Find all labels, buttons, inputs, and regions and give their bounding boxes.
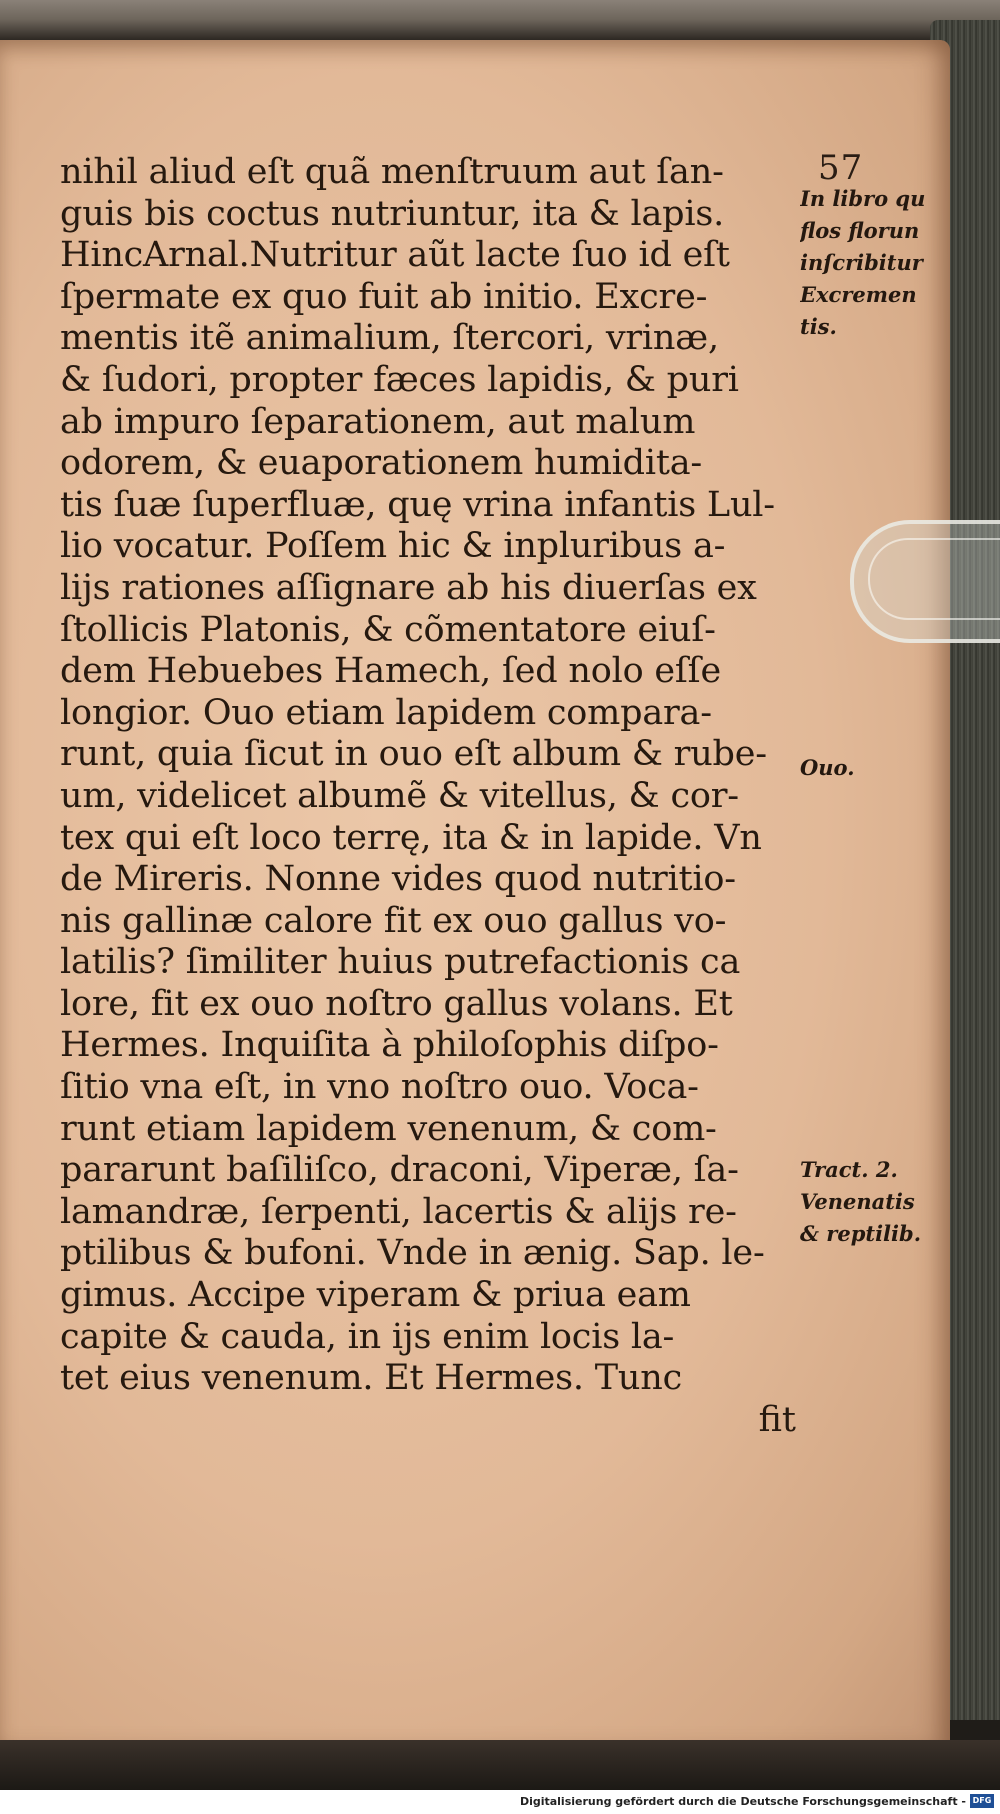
text-line: um, videlicet albumẽ & vitellus, & cor- <box>60 775 739 816</box>
margin-note-egg <box>800 752 950 784</box>
margin-note-line: Ouo. <box>800 755 855 780</box>
text-line: & ſudori, propter fæces lapidis, & puri <box>60 359 739 400</box>
text-line: longior. Ouo etiam lapidem compara- <box>60 692 712 733</box>
text-line: dem Hebuebes Hamech, ſed nolo eſſe <box>60 651 721 692</box>
text-line: odorem, & euaporationem humidita- <box>60 443 703 484</box>
margin-note-line: & reptilib. <box>800 1221 922 1246</box>
text-line: pararunt baſiliſco, draconi, Viperæ, ſa- <box>60 1150 739 1191</box>
text-line: ab impuro ſeparationem, aut malum <box>60 401 696 442</box>
dfg-logo-icon: DFG <box>970 1794 994 1808</box>
text-line: de Mireris. Nonne vides quod nutritio- <box>60 859 736 900</box>
catchword: fit <box>758 1399 796 1440</box>
text-line: HincArnal.Nutritur aũt lacte ſuo id eſt <box>60 235 730 276</box>
footer-credit: Digitalisierung gefördert durch die Deutsche Forschungsgemeinschaft - <box>519 1795 966 1808</box>
text-line: lio vocatur. Poſſem hic & inpluribus a- <box>60 526 726 567</box>
margin-note-line: In libro qu <box>800 186 926 211</box>
text-line: ptilibus & bufoni. Vnde in ænig. Sap. le- <box>60 1233 765 1274</box>
text-line: lore, fit ex ouo noſtro gallus volans. Et <box>60 983 733 1024</box>
text-line: ſpermate ex quo fuit ab initio. Excre- <box>60 276 708 317</box>
text-line: lamandræ, ſerpenti, lacertis & alijs re- <box>60 1191 737 1232</box>
margin-note-line: Venenatis <box>800 1189 915 1214</box>
text-line: runt, quia ſicut in ouo eſt album & rube- <box>60 734 767 775</box>
body-text <box>60 152 800 1441</box>
margin-note-line: flos florun <box>800 218 920 243</box>
text-line: mentis itẽ animalium, ſtercori, vrinæ, <box>60 318 719 359</box>
text-line: ſitio vna eſt, in vno noſtro ouo. Voca- <box>60 1067 699 1108</box>
margin-note-line: inſcribitur <box>800 250 923 275</box>
margin-note-line: tis. <box>800 314 837 339</box>
text-line: capite & cauda, in ijs enim locis la- <box>60 1316 675 1357</box>
margin-note-excrement <box>800 183 950 343</box>
text-line: lijs rationes aſſignare ab his diuerſas ex <box>60 567 757 608</box>
text-line: guis bis coctus nutriuntur, ita & lapis. <box>60 193 725 234</box>
text-line: tex qui eſt loco terrę, ita & in lapide. Vn <box>60 817 762 858</box>
text-line: runt etiam lapidem venenum, & com- <box>60 1108 717 1149</box>
text-line: latilis? ſimiliter huius putrefactionis ca <box>60 942 741 983</box>
text-line: gimus. Accipe viperam & priua eam <box>60 1275 691 1316</box>
text-line: tis ſuæ ſuperfluæ, quę vrina infantis Lul- <box>60 484 775 525</box>
scan-bottom-edge <box>0 1740 1000 1790</box>
text-line: nis gallinæ calore fit ex ouo gallus vo- <box>60 900 727 941</box>
margin-note-line: Excremen <box>800 282 917 307</box>
page-clip-inner-icon <box>868 538 1000 620</box>
text-line: Hermes. Inquiſita à philoſophis diſpo- <box>60 1025 719 1066</box>
margin-note-line: Tract. 2. <box>800 1157 898 1182</box>
margin-note-venom <box>800 1154 950 1250</box>
page-number: 57 <box>818 148 864 188</box>
text-line: nihil aliud eſt quã menſtruum aut ſan- <box>60 152 724 192</box>
text-line: ſtollicis Platonis, & cõmentatore eiuſ- <box>60 609 716 650</box>
text-line: tet eius venenum. Et Hermes. Tunc <box>60 1358 683 1399</box>
